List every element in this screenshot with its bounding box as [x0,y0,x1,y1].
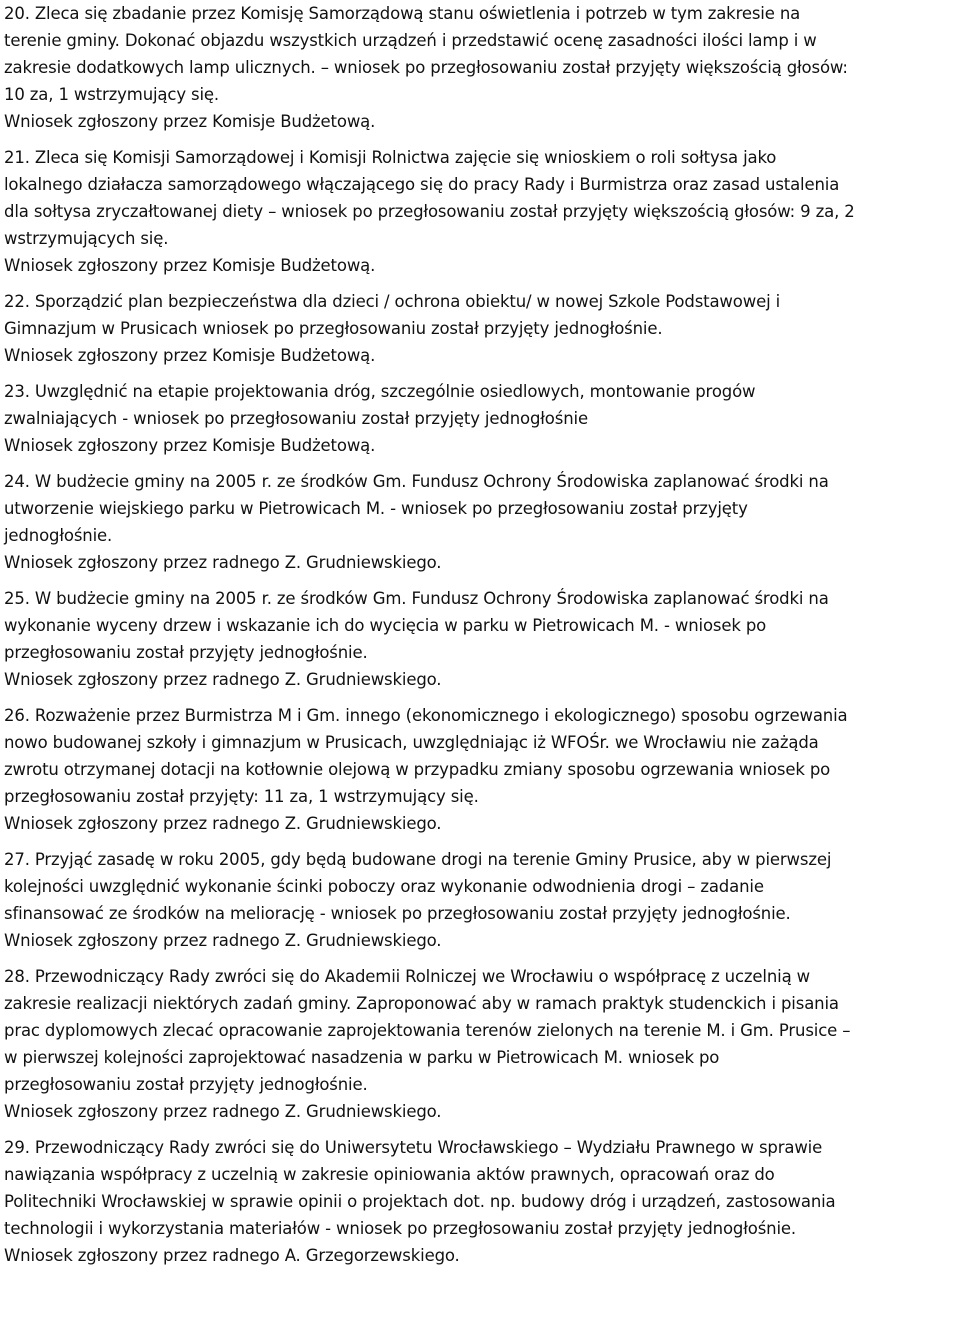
submitted-by: Wniosek zgłoszony przez radnego Z. Grudniewskiego. [4,553,442,572]
text-line: utworzenie wiejskiego parku w Pietrowicach M. - wniosek po przegłosowaniu został przyjęty [4,499,748,518]
text-line: 10 za, 1 wstrzymujący się. [4,85,219,104]
text-line: przegłosowaniu został przyjęty: 11 za, 1 wstrzymujący się. [4,787,479,806]
motion-28 [4,963,958,1125]
document-page [4,0,958,1269]
text-line: 23. Uwzględnić na etapie projektowania dróg, szczególnie osiedlowych, montowanie progów [4,382,756,401]
submitted-by: Wniosek zgłoszony przez radnego Z. Grudniewskiego. [4,814,442,833]
text-line: wstrzymujących się. [4,229,169,248]
text-line: jednogłośnie. [4,526,113,545]
spacer [4,576,958,585]
spacer [4,1125,958,1134]
text-line: wykonanie wyceny drzew i wskazanie ich do wycięcia w parku w Pietrowicach M. - wniosek po [4,616,767,635]
text-line: terenie gminy. Dokonać objazdu wszystkich urządzeń i przedstawić ocenę zasadności ilości lamp i w [4,31,817,50]
text-line: w pierwszej kolejności zaprojektować nasadzenia w parku w Pietrowicach M. wniosek po [4,1048,720,1067]
spacer [4,135,958,144]
text-line: nawiązania współpracy z uczelnią w zakresie opiniowania aktów prawnych, opracowań oraz do [4,1165,775,1184]
submitted-by: Wniosek zgłoszony przez Komisje Budżetową. [4,112,376,131]
text-line: prac dyplomowych zlecać opracowanie zaprojektowania terenów zielonych na terenie M. i Gm. Prusice – [4,1021,851,1040]
spacer [4,369,958,378]
text-line: zwrotu otrzymanej dotacji na kotłownie olejową w przypadku zmiany sposobu ogrzewania wniosek po [4,760,831,779]
text-line: technologii i wykorzystania materiałów - wniosek po przegłosowaniu został przyjęty jednogłośnie. [4,1219,796,1238]
text-line: 29. Przewodniczący Rady zwróci się do Uniwersytetu Wrocławskiego – Wydziału Prawnego w sprawie [4,1138,823,1157]
text-line: dla sołtysa zryczałtowanej diety – wniosek po przegłosowaniu został przyjęty większością głosów: 9 za, 2 [4,202,855,221]
text-line: zakresie realizacji niektórych zadań gminy. Zaproponować aby w ramach praktyk studenckich i pisania [4,994,839,1013]
text-line: zakresie dodatkowych lamp ulicznych. – wniosek po przegłosowaniu został przyjęty większością głosów: [4,58,848,77]
motion-21 [4,144,958,279]
submitted-by: Wniosek zgłoszony przez Komisje Budżetową. [4,346,376,365]
submitted-by: Wniosek zgłoszony przez radnego Z. Grudniewskiego. [4,1102,442,1121]
text-line: 24. W budżecie gminy na 2005 r. ze środków Gm. Fundusz Ochrony Środowiska zaplanować środki na [4,472,829,491]
text-line: nowo budowanej szkoły i gimnazjum w Prusicach, uwzględniając iż WFOŚr. we Wrocławiu nie zażąda [4,733,819,752]
text-line: 20. Zleca się zbadanie przez Komisję Samorządową stanu oświetlenia i potrzeb w tym zakresie na [4,4,801,23]
text-line: przegłosowaniu został przyjęty jednogłośnie. [4,1075,368,1094]
submitted-by: Wniosek zgłoszony przez radnego Z. Grudniewskiego. [4,670,442,689]
text-line: kolejności uwzględnić wykonanie ścinki poboczy oraz wykonanie odwodnienia drogi – zadanie [4,877,764,896]
spacer [4,459,958,468]
spacer [4,837,958,846]
motion-20 [4,0,958,135]
motion-26 [4,702,958,837]
text-line: 21. Zleca się Komisji Samorządowej i Komisji Rolnictwa zajęcie się wnioskiem o roli sołtysa jako [4,148,777,167]
motion-29 [4,1134,958,1269]
text-line: sfinansować ze środków na meliorację - wniosek po przegłosowaniu został przyjęty jednogłośnie. [4,904,791,923]
text-line: 25. W budżecie gminy na 2005 r. ze środków Gm. Fundusz Ochrony Środowiska zaplanować środki na [4,589,829,608]
text-line: 22. Sporządzić plan bezpieczeństwa dla dzieci / ochrona obiektu/ w nowej Szkole Podstawowej i [4,292,781,311]
text-line: zwalniających - wniosek po przegłosowaniu został przyjęty jednogłośnie [4,409,588,428]
motion-23 [4,378,958,459]
text-line: Politechniki Wrocławskiej w sprawie opinii o projektach dot. np. budowy dróg i urządzeń, zastosowania [4,1192,836,1211]
spacer [4,279,958,288]
motion-24 [4,468,958,576]
submitted-by: Wniosek zgłoszony przez Komisje Budżetową. [4,436,376,455]
spacer [4,693,958,702]
text-line: przegłosowaniu został przyjęty jednogłośnie. [4,643,368,662]
submitted-by: Wniosek zgłoszony przez radnego A. Grzegorzewskiego. [4,1246,460,1265]
submitted-by: Wniosek zgłoszony przez radnego Z. Grudniewskiego. [4,931,442,950]
text-line: lokalnego działacza samorządowego włączającego się do pracy Rady i Burmistrza oraz zasad ustalenia [4,175,840,194]
submitted-by: Wniosek zgłoszony przez Komisje Budżetową. [4,256,376,275]
text-line: 26. Rozważenie przez Burmistrza M i Gm. innego (ekonomicznego i ekologicznego) sposobu ogrzewania [4,706,848,725]
text-line: 28. Przewodniczący Rady zwróci się do Akademii Rolniczej we Wrocławiu o współpracę z uczelnią w [4,967,810,986]
text-line: Gimnazjum w Prusicach wniosek po przegłosowaniu został przyjęty jednogłośnie. [4,319,663,338]
motion-27 [4,846,958,954]
motion-22 [4,288,958,369]
spacer [4,954,958,963]
motion-25 [4,585,958,693]
text-line: 27. Przyjąć zasadę w roku 2005, gdy będą budowane drogi na terenie Gminy Prusice, aby w pierwszej [4,850,832,869]
